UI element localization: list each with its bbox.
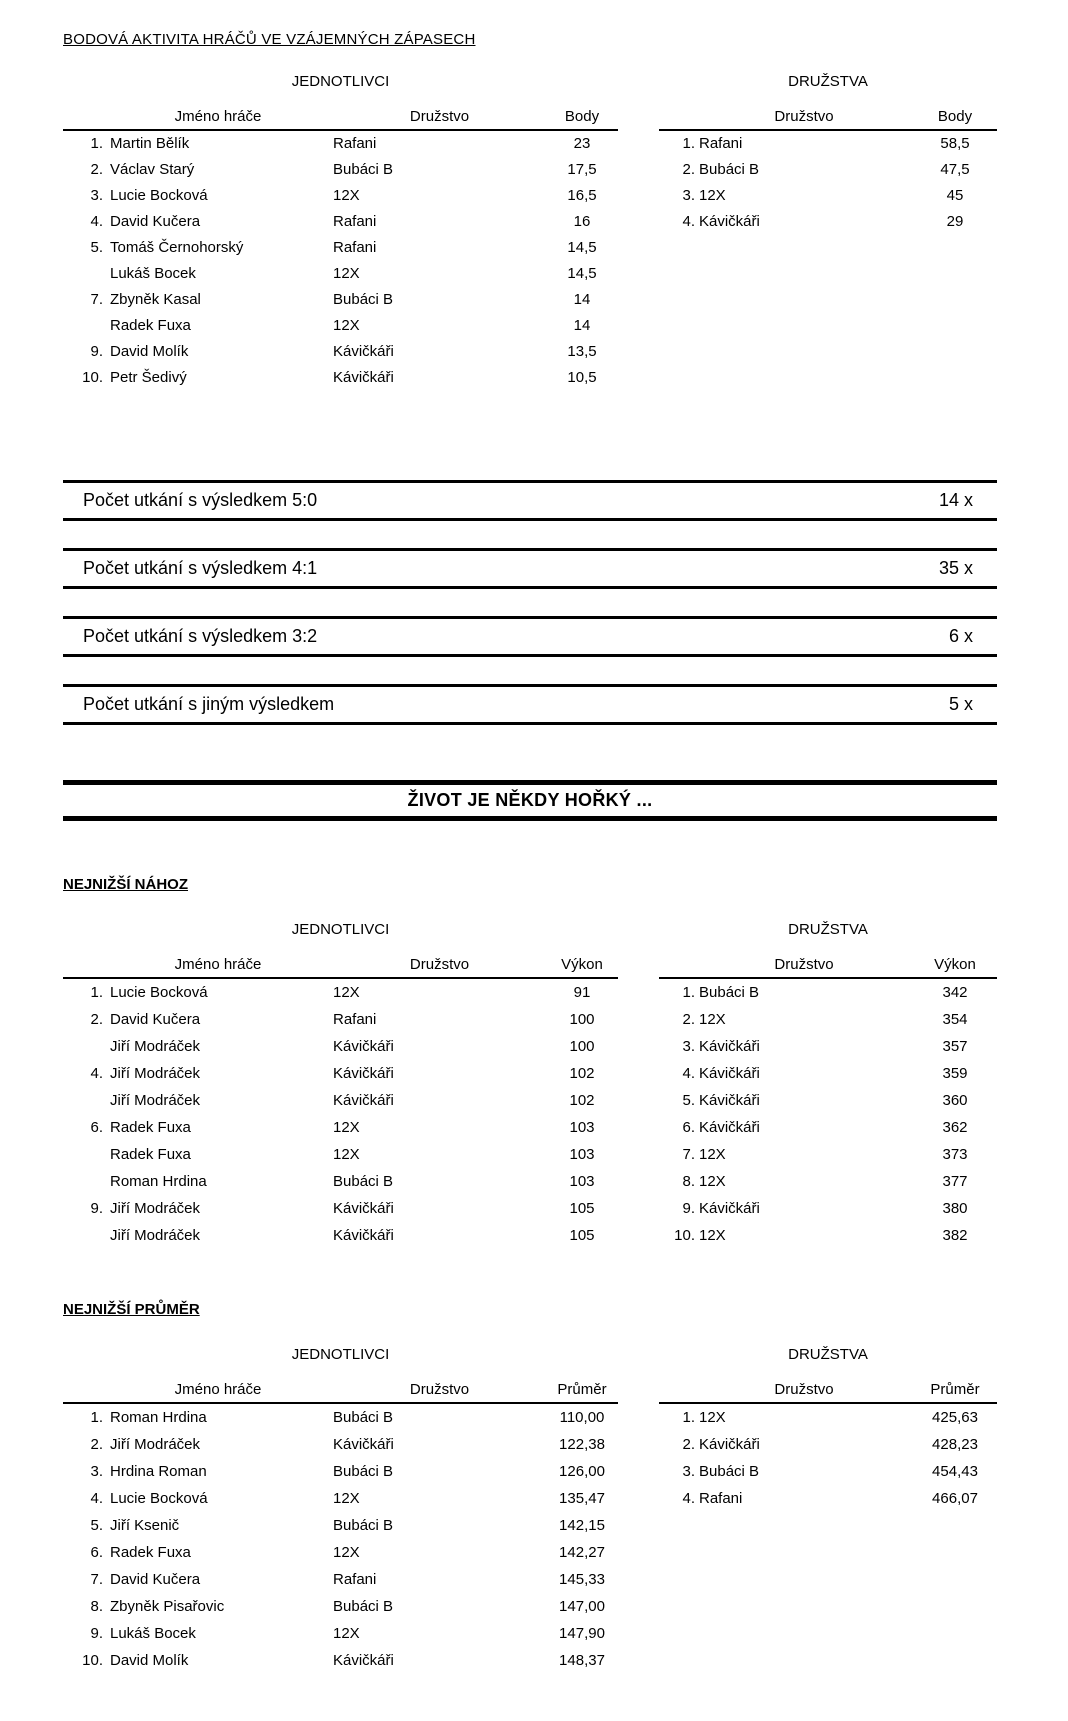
cell-rank: 10. [82, 1652, 103, 1669]
table-row [63, 261, 618, 287]
table-row [659, 157, 997, 183]
cell-average: 145,33 [559, 1571, 605, 1588]
cell-team-name: 12X [699, 1146, 726, 1163]
table-row [63, 287, 618, 313]
table-row [63, 1141, 618, 1168]
cell-performance: 100 [569, 1011, 595, 1028]
table-row [659, 1006, 997, 1033]
cell-performance: 102 [569, 1092, 595, 1109]
cell-team: Bubáci B [333, 291, 394, 308]
match-count-value: 6 x [948, 626, 973, 646]
cell-player-name: Lukáš Bocek [110, 265, 196, 282]
cell-team-name: Kávičkáři [699, 213, 760, 230]
cell-team-name: 12X [699, 1011, 726, 1028]
match-counts [63, 480, 997, 725]
cell-points: 14 [573, 317, 591, 334]
cell-rank: 3. [682, 1038, 695, 1055]
cell-player-name: David Kučera [110, 1011, 201, 1028]
table-row [63, 365, 618, 391]
cell-player-name: Roman Hrdina [110, 1409, 207, 1426]
individuals-caption: JEDNOTLIVCI [291, 1346, 390, 1363]
cell-rank: 4. [90, 1490, 103, 1507]
cell-points: 14 [573, 291, 591, 308]
cell-rank: 2. [90, 1436, 103, 1453]
table-row [63, 131, 618, 157]
cell-team-name: Kávičkáři [699, 1119, 760, 1136]
individuals-caption: JEDNOTLIVCI [291, 73, 390, 90]
cell-points: 13,5 [567, 343, 597, 360]
cell-team-name: Kávičkáři [699, 1436, 760, 1453]
cell-rank: 5. [90, 239, 103, 256]
cell-rank: 4. [682, 1065, 695, 1082]
cell-performance: 362 [942, 1119, 968, 1136]
cell-average: 142,15 [559, 1517, 605, 1534]
table-row [63, 209, 618, 235]
table-row [63, 1222, 618, 1249]
lowest-average-individuals-header [63, 1378, 618, 1404]
cell-team: Kávičkáři [333, 1652, 394, 1669]
cell-player-name: Lucie Bocková [110, 984, 208, 1001]
cell-points: 23 [573, 135, 591, 152]
cell-team: 12X [333, 1146, 360, 1163]
lowest-throw-heading: NEJNIŽŠÍ NÁHOZ [63, 876, 189, 893]
cell-team: Kávičkáři [333, 1436, 394, 1453]
cell-team: Kávičkáři [333, 369, 394, 386]
cell-rank [63, 261, 103, 287]
match-count-label: Počet utkání s výsledkem 3:2 [83, 626, 318, 646]
cell-team-name: Rafani [699, 1490, 743, 1507]
col-header-team: Družstvo [409, 956, 470, 973]
cell-rank: 3. [90, 1463, 103, 1480]
teams-caption: DRUŽSTVA [788, 1346, 868, 1363]
cell-rank [63, 313, 103, 339]
cell-team: Bubáci B [333, 1409, 394, 1426]
cell-team: Bubáci B [333, 1598, 394, 1615]
lowest-throw-teams-table [659, 920, 997, 1249]
cell-player-name: Tomáš Černohorský [110, 239, 244, 256]
cell-player-name: Hrdina Roman [110, 1463, 207, 1480]
cell-team: Kávičkáři [333, 1200, 394, 1217]
cell-team-name: Kávičkáři [699, 1038, 760, 1055]
cell-average: 126,00 [559, 1463, 605, 1480]
table-row [659, 131, 997, 157]
cell-player-name: Martin Bělík [110, 135, 190, 152]
lowest-throw-teams-rows [659, 979, 997, 1249]
col-header-performance: Výkon [934, 956, 976, 973]
table-row [659, 183, 997, 209]
cell-rank: 3. [90, 187, 103, 204]
col-header-player: Jméno hráče [174, 1381, 262, 1398]
cell-team: Rafani [333, 1571, 377, 1588]
cell-player-name: Zbyněk Kasal [110, 291, 201, 308]
cell-rank: 6. [90, 1544, 103, 1561]
cell-player-name: David Molík [110, 1652, 189, 1669]
cell-player-name: Jiří Modráček [110, 1200, 201, 1217]
col-header-team: Družstvo [409, 108, 470, 125]
cell-rank: 7. [90, 291, 103, 308]
table-row [63, 1485, 618, 1512]
table-row [63, 1431, 618, 1458]
lowest-average-individuals-rows [63, 1404, 618, 1674]
lowest-throw-individuals-header [63, 953, 618, 979]
cell-team: Bubáci B [333, 1173, 394, 1190]
points-teams-table [659, 72, 997, 235]
table-row [659, 1060, 997, 1087]
cell-points: 45 [946, 187, 964, 204]
cell-rank: 10. [674, 1227, 695, 1244]
cell-player-name: Jiří Modráček [110, 1092, 201, 1109]
cell-player-name: Jiří Modráček [110, 1227, 201, 1244]
cell-performance: 357 [942, 1038, 968, 1055]
cell-performance: 342 [942, 984, 968, 1001]
cell-rank: 5. [90, 1517, 103, 1534]
col-header-rank [659, 1378, 695, 1402]
cell-rank: 4. [682, 213, 695, 230]
cell-rank: 9. [90, 1625, 103, 1642]
table-row [659, 979, 997, 1006]
cell-team: 12X [333, 1490, 360, 1507]
table-row [63, 1647, 618, 1674]
cell-rank: 7. [90, 1571, 103, 1588]
cell-player-name: Roman Hrdina [110, 1173, 207, 1190]
cell-rank: 3. [682, 1463, 695, 1480]
cell-average: 466,07 [932, 1490, 978, 1507]
cell-average: 454,43 [932, 1463, 978, 1480]
cell-rank [63, 1141, 103, 1168]
banner-text: ŽIVOT JE NĚKDY HOŘKÝ ... [407, 790, 653, 810]
lowest-throw-individuals-table [63, 920, 618, 1249]
cell-rank: 1. [90, 1409, 103, 1426]
lowest-average-teams-rows [659, 1404, 997, 1512]
table-row [63, 1114, 618, 1141]
points-teams-header [659, 105, 997, 131]
table-row [63, 313, 618, 339]
match-count-row [63, 548, 997, 589]
cell-points: 58,5 [940, 135, 970, 152]
cell-team: Kávičkáři [333, 1038, 394, 1055]
cell-average: 428,23 [932, 1436, 978, 1453]
cell-team-name: Rafani [699, 135, 743, 152]
cell-team: Kávičkáři [333, 1227, 394, 1244]
cell-rank: 2. [682, 161, 695, 178]
table-row [659, 1114, 997, 1141]
cell-average: 148,37 [559, 1652, 605, 1669]
match-count-value: 35 x [938, 558, 973, 578]
match-count-value: 14 x [938, 490, 973, 510]
table-row [659, 1195, 997, 1222]
cell-player-name: David Molík [110, 343, 189, 360]
cell-team: Kávičkáři [333, 1092, 394, 1109]
match-count-row [63, 684, 997, 725]
cell-team: 12X [333, 984, 360, 1001]
cell-rank: 4. [682, 1490, 695, 1507]
table-row [659, 1033, 997, 1060]
col-header-player: Jméno hráče [174, 956, 262, 973]
cell-performance: 359 [942, 1065, 968, 1082]
cell-performance: 103 [569, 1119, 595, 1136]
table-row [659, 1458, 997, 1485]
table-row [659, 1141, 997, 1168]
col-header-performance: Výkon [561, 956, 603, 973]
table-row [659, 1404, 997, 1431]
lowest-throw-individuals-rows [63, 979, 618, 1249]
cell-team: 12X [333, 1625, 360, 1642]
cell-average: 147,00 [559, 1598, 605, 1615]
table-row [659, 1431, 997, 1458]
cell-points: 17,5 [567, 161, 597, 178]
table-row [63, 1620, 618, 1647]
cell-team: Kávičkáři [333, 1065, 394, 1082]
col-header-rank [659, 105, 695, 129]
cell-team-name: Kávičkáři [699, 1065, 760, 1082]
cell-average: 122,38 [559, 1436, 605, 1453]
cell-team: 12X [333, 1544, 360, 1561]
cell-player-name: David Kučera [110, 1571, 201, 1588]
cell-player-name: Lucie Bocková [110, 1490, 208, 1507]
lowest-throw-section [63, 920, 997, 1249]
cell-rank: 6. [682, 1119, 695, 1136]
cell-performance: 380 [942, 1200, 968, 1217]
cell-points: 29 [946, 213, 964, 230]
cell-team: Kávičkáři [333, 343, 394, 360]
table-row [63, 1168, 618, 1195]
table-row [63, 1458, 618, 1485]
col-header-rank [63, 1378, 103, 1402]
cell-rank: 1. [90, 984, 103, 1001]
table-row [63, 1033, 618, 1060]
cell-team: Bubáci B [333, 161, 394, 178]
cell-team: Bubáci B [333, 1517, 394, 1534]
cell-team: 12X [333, 317, 360, 334]
cell-performance: 102 [569, 1065, 595, 1082]
col-header-points: Body [564, 108, 600, 125]
cell-rank [63, 1033, 103, 1060]
cell-team-name: Bubáci B [699, 1463, 760, 1480]
cell-team: Rafani [333, 239, 377, 256]
cell-rank: 1. [682, 1409, 695, 1426]
points-individuals-header [63, 105, 618, 131]
table-row [63, 157, 618, 183]
cell-rank: 4. [90, 1065, 103, 1082]
cell-rank: 2. [682, 1436, 695, 1453]
cell-rank: 10. [82, 369, 103, 386]
table-row [659, 1168, 997, 1195]
cell-team: Bubáci B [333, 1463, 394, 1480]
cell-rank: 1. [682, 984, 695, 1001]
banner [63, 780, 997, 821]
col-header-rank [63, 953, 103, 977]
cell-player-name: Jiří Modráček [110, 1436, 201, 1453]
col-header-average: Průměr [557, 1381, 607, 1398]
match-count-label: Počet utkání s jiným výsledkem [83, 694, 335, 714]
cell-team: 12X [333, 1119, 360, 1136]
points-section [63, 72, 997, 391]
table-row [63, 1087, 618, 1114]
cell-team: 12X [333, 265, 360, 282]
cell-player-name: David Kučera [110, 213, 201, 230]
cell-performance: 100 [569, 1038, 595, 1055]
cell-rank: 9. [682, 1200, 695, 1217]
cell-points: 14,5 [567, 239, 597, 256]
cell-player-name: Lukáš Bocek [110, 1625, 196, 1642]
cell-points: 10,5 [567, 369, 597, 386]
match-count-row [63, 480, 997, 521]
col-header-player: Jméno hráče [174, 108, 262, 125]
table-row [659, 1222, 997, 1249]
cell-rank [63, 1222, 103, 1249]
cell-performance: 91 [573, 984, 591, 1001]
cell-player-name: Jiří Modráček [110, 1038, 201, 1055]
lowest-average-teams-header [659, 1378, 997, 1404]
col-header-team: Družstvo [774, 1381, 834, 1398]
cell-team: 12X [333, 187, 360, 204]
cell-performance: 103 [569, 1173, 595, 1190]
cell-rank: 8. [682, 1173, 695, 1190]
cell-rank: 9. [90, 1200, 103, 1217]
cell-player-name: Zbyněk Pisařovic [110, 1598, 225, 1615]
match-count-label: Počet utkání s výsledkem 5:0 [83, 490, 318, 510]
cell-rank: 9. [90, 343, 103, 360]
table-row [63, 235, 618, 261]
table-row [63, 1566, 618, 1593]
cell-rank: 2. [682, 1011, 695, 1028]
match-count-value: 5 x [948, 694, 973, 714]
cell-rank: 1. [682, 135, 695, 152]
col-header-rank [659, 953, 695, 977]
cell-player-name: Petr Šedivý [110, 369, 187, 386]
cell-team-name: 12X [699, 1409, 726, 1426]
cell-rank: 7. [682, 1146, 695, 1163]
cell-average: 110,00 [559, 1409, 605, 1426]
cell-average: 142,27 [559, 1544, 605, 1561]
table-row [659, 1087, 997, 1114]
cell-rank: 6. [90, 1119, 103, 1136]
cell-points: 16,5 [567, 187, 597, 204]
cell-player-name: Václav Starý [110, 161, 195, 178]
lowest-average-teams-table [659, 1345, 997, 1512]
table-row [659, 209, 997, 235]
points-individuals-table [63, 72, 618, 391]
cell-team: Rafani [333, 135, 377, 152]
table-row [63, 183, 618, 209]
table-row [63, 1593, 618, 1620]
cell-player-name: Radek Fuxa [110, 1146, 191, 1163]
cell-rank: 8. [90, 1598, 103, 1615]
cell-rank: 2. [90, 161, 103, 178]
table-row [63, 1512, 618, 1539]
cell-performance: 103 [569, 1146, 595, 1163]
teams-caption: DRUŽSTVA [788, 73, 868, 90]
page-title: BODOVÁ AKTIVITA HRÁČŮ VE VZÁJEMNÝCH ZÁPASECH [63, 31, 476, 48]
cell-performance: 105 [569, 1200, 595, 1217]
cell-points: 16 [573, 213, 591, 230]
cell-team-name: Bubáci B [699, 161, 760, 178]
col-header-average: Průměr [930, 1381, 980, 1398]
table-row [63, 1404, 618, 1431]
table-row [659, 1485, 997, 1512]
cell-rank: 2. [90, 1011, 103, 1028]
cell-team-name: Kávičkáři [699, 1200, 760, 1217]
cell-player-name: Lucie Bocková [110, 187, 208, 204]
lowest-average-heading: NEJNIŽŠÍ PRŮMĚR [63, 1301, 200, 1318]
cell-points: 47,5 [940, 161, 970, 178]
cell-rank: 1. [90, 135, 103, 152]
cell-player-name: Radek Fuxa [110, 317, 191, 334]
individuals-caption: JEDNOTLIVCI [291, 921, 390, 938]
cell-rank: 5. [682, 1092, 695, 1109]
cell-team-name: Bubáci B [699, 984, 760, 1001]
match-count-row [63, 616, 997, 657]
col-header-team: Družstvo [409, 1381, 470, 1398]
cell-team-name: Kávičkáři [699, 1092, 760, 1109]
match-count-label: Počet utkání s výsledkem 4:1 [83, 558, 318, 578]
cell-performance: 373 [942, 1146, 968, 1163]
cell-performance: 354 [942, 1011, 968, 1028]
table-row [63, 1195, 618, 1222]
table-row [63, 979, 618, 1006]
teams-caption: DRUŽSTVA [788, 921, 868, 938]
cell-performance: 377 [942, 1173, 968, 1190]
cell-performance: 105 [569, 1227, 595, 1244]
col-header-points: Body [937, 108, 973, 125]
cell-player-name: Jiří Modráček [110, 1065, 201, 1082]
lowest-average-section [63, 1345, 997, 1674]
cell-player-name: Jiří Ksenič [110, 1517, 180, 1534]
cell-team-name: 12X [699, 1173, 726, 1190]
cell-player-name: Radek Fuxa [110, 1544, 191, 1561]
cell-team: Rafani [333, 1011, 377, 1028]
cell-team-name: 12X [699, 1227, 726, 1244]
cell-rank [63, 1087, 103, 1114]
cell-average: 147,90 [559, 1625, 605, 1642]
cell-performance: 382 [942, 1227, 968, 1244]
cell-team: Rafani [333, 213, 377, 230]
col-header-team: Družstvo [774, 956, 834, 973]
cell-rank: 4. [90, 213, 103, 230]
cell-rank: 3. [682, 187, 695, 204]
cell-rank [63, 1168, 103, 1195]
cell-player-name: Radek Fuxa [110, 1119, 191, 1136]
cell-average: 135,47 [559, 1490, 605, 1507]
table-row [63, 1539, 618, 1566]
lowest-throw-teams-header [659, 953, 997, 979]
cell-performance: 360 [942, 1092, 968, 1109]
col-header-rank [63, 105, 103, 129]
table-row [63, 1060, 618, 1087]
col-header-team: Družstvo [774, 108, 834, 125]
points-teams-rows [659, 131, 997, 235]
cell-team-name: 12X [699, 187, 726, 204]
cell-average: 425,63 [932, 1409, 978, 1426]
table-row [63, 339, 618, 365]
lowest-average-individuals-table [63, 1345, 618, 1674]
cell-points: 14,5 [567, 265, 597, 282]
table-row [63, 1006, 618, 1033]
points-individuals-rows [63, 131, 618, 391]
